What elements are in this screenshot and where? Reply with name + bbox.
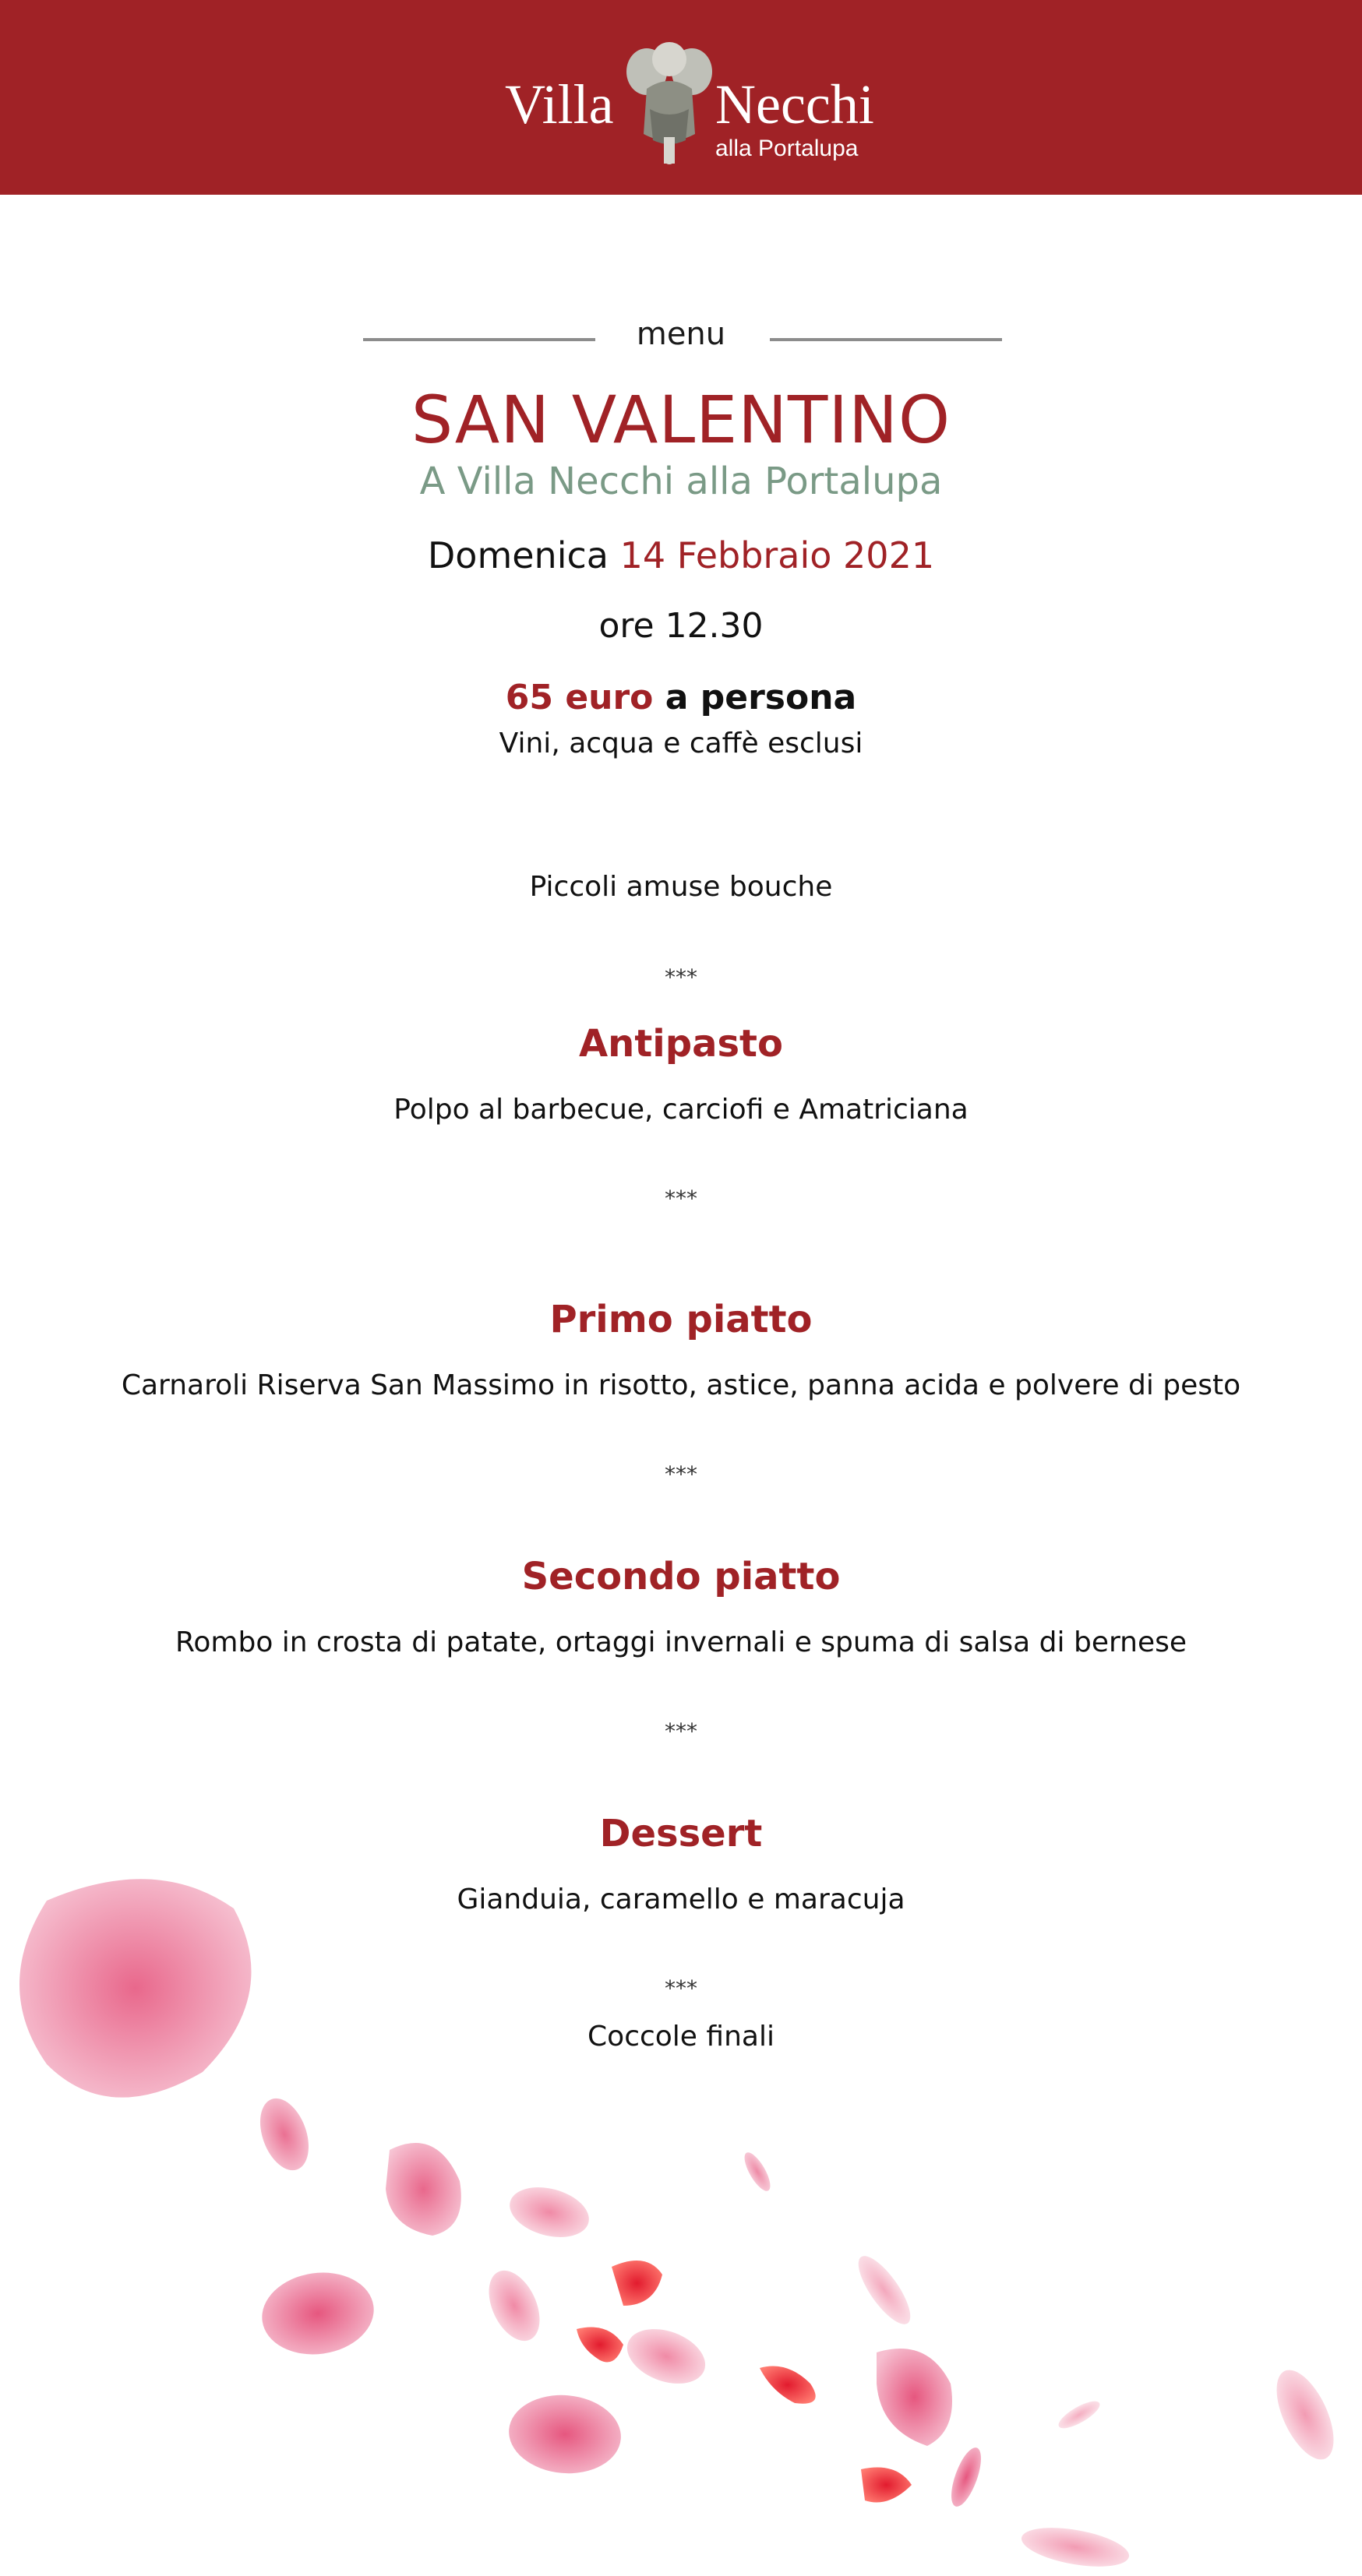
finale-item: Coccole finali bbox=[587, 2021, 775, 2053]
separator: *** bbox=[665, 1186, 697, 1211]
amuse-bouche: Piccoli amuse bouche bbox=[529, 871, 833, 903]
logo-text-necchi: Necchi bbox=[715, 73, 874, 136]
separator: *** bbox=[665, 964, 697, 990]
menu-label: menu bbox=[636, 316, 726, 352]
course-dish-primo: Carnaroli Riserva San Massimo in risotto, astice, panna acida e polvere di pesto bbox=[121, 1369, 1241, 1401]
separator: *** bbox=[665, 1718, 697, 1744]
course-dish-secondo: Rombo in crosta di patate, ortaggi invernali e spuma di salsa di bernese bbox=[175, 1626, 1187, 1658]
event-date bbox=[0, 534, 1362, 576]
header-banner bbox=[0, 0, 1362, 195]
event-time: ore 12.30 bbox=[598, 606, 764, 646]
course-dish-dessert: Gianduia, caramello e maracuja bbox=[457, 1884, 905, 1915]
course-title-dessert: Dessert bbox=[599, 1812, 763, 1855]
page-title: SAN VALENTINO bbox=[411, 382, 951, 458]
course-dish-antipasto: Polpo al barbecue, carciofi e Amatriciana bbox=[393, 1094, 969, 1126]
event-date-value: 14 Febbraio 2021 bbox=[619, 534, 935, 576]
event-day: Domenica bbox=[427, 534, 609, 576]
cherub-logo-icon bbox=[623, 34, 715, 165]
course-title-primo: Primo piatto bbox=[549, 1298, 813, 1341]
logo-subtitle: alla Portalupa bbox=[715, 136, 859, 161]
price-suffix: a persona bbox=[665, 678, 857, 717]
price-exclusions: Vini, acqua e caffè esclusi bbox=[499, 728, 863, 759]
separator: *** bbox=[665, 1461, 697, 1487]
separator: *** bbox=[665, 1975, 697, 2001]
price-value: 65 euro bbox=[505, 678, 654, 717]
course-title-secondo: Secondo piatto bbox=[521, 1555, 841, 1598]
course-title-antipasto: Antipasto bbox=[579, 1022, 783, 1066]
logo-text-villa: Villa bbox=[505, 73, 614, 136]
page-subtitle: A Villa Necchi alla Portalupa bbox=[419, 460, 943, 503]
rose-petals-decoration bbox=[0, 1869, 1362, 2576]
price-line bbox=[0, 678, 1362, 717]
